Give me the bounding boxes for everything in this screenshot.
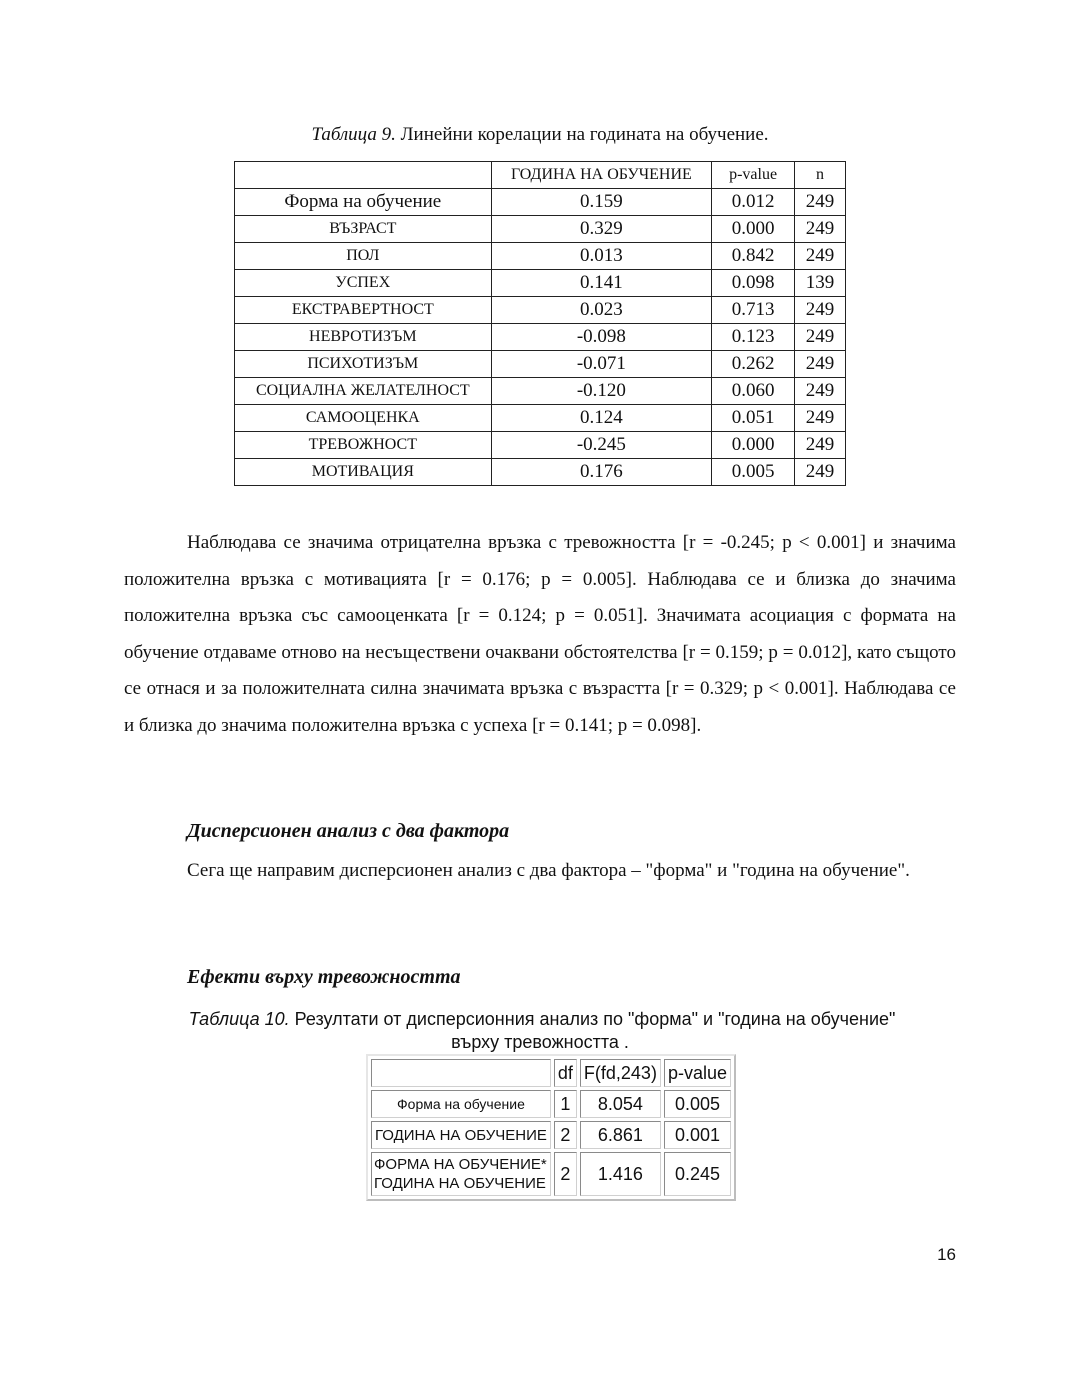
- row-n: 249: [795, 459, 846, 486]
- row-label: ВЪЗРАСТ: [235, 216, 492, 243]
- row-df: 1: [554, 1090, 577, 1118]
- table-row: [235, 351, 846, 378]
- header-pvalue: p-value: [664, 1059, 731, 1087]
- row-label: ПСИХОТИЗЪМ: [235, 351, 492, 378]
- table-row: [235, 243, 846, 270]
- header-f: F(fd,243): [580, 1059, 661, 1087]
- row-n: 249: [795, 243, 846, 270]
- row-p: 0.000: [712, 432, 795, 459]
- table-row: [371, 1090, 731, 1118]
- row-n: 249: [795, 189, 846, 216]
- row-label: ЕКСТРАВЕРТНОСТ: [235, 297, 492, 324]
- table-row: [235, 270, 846, 297]
- row-r: 0.023: [491, 297, 712, 324]
- table-row: [371, 1121, 731, 1149]
- row-p: 0.123: [712, 324, 795, 351]
- row-label: МОТИВАЦИЯ: [235, 459, 492, 486]
- table9-caption-text: Линейни корелации на годината на обучение.: [395, 124, 769, 145]
- header-year: ГОДИНА НА ОБУЧЕНИЕ: [491, 162, 712, 189]
- row-n: 249: [795, 216, 846, 243]
- header-pvalue: p-value: [712, 162, 795, 189]
- row-r: 0.329: [491, 216, 712, 243]
- row-p: 0.262: [712, 351, 795, 378]
- section-heading-two-factor: Дисперсионен анализ с два фактора: [187, 820, 510, 842]
- table9-caption-label: Таблица 9.: [311, 124, 396, 145]
- table-row: [235, 189, 846, 216]
- row-p: 0.098: [712, 270, 795, 297]
- row-label: УСПЕХ: [235, 270, 492, 297]
- row-label: ТРЕВОЖНОСТ: [235, 432, 492, 459]
- table10-caption: [0, 1008, 1080, 1054]
- table-row: [371, 1152, 731, 1196]
- header-empty: [235, 162, 492, 189]
- row-df: 2: [554, 1121, 577, 1149]
- row-f: 1.416: [580, 1152, 661, 1196]
- results-paragraph: [124, 525, 956, 745]
- row-n: 139: [795, 270, 846, 297]
- table-row: [235, 216, 846, 243]
- row-label: [371, 1152, 551, 1196]
- page-number: 16: [937, 1245, 956, 1264]
- row-label: САМООЦЕНКА: [235, 405, 492, 432]
- table10-caption-line2: върху тревожността .: [451, 1032, 629, 1052]
- row-r: 0.124: [491, 405, 712, 432]
- row-p: 0.005: [712, 459, 795, 486]
- row-r: 0.013: [491, 243, 712, 270]
- row-f: 8.054: [580, 1090, 661, 1118]
- row-p: 0.060: [712, 378, 795, 405]
- row-label-line2: ГОДИНА НА ОБУЧЕНИЕ: [374, 1175, 546, 1192]
- row-label: ПОЛ: [235, 243, 492, 270]
- row-p: 0.051: [712, 405, 795, 432]
- table10-caption-text: Резултати от дисперсионния анализ по "форма" и "година на обучение": [289, 1009, 896, 1029]
- table-row: [235, 405, 846, 432]
- row-n: 249: [795, 297, 846, 324]
- row-n: 249: [795, 378, 846, 405]
- row-r: -0.098: [491, 324, 712, 351]
- table-row: [235, 297, 846, 324]
- anova-table: [366, 1054, 736, 1201]
- table-row: [235, 324, 846, 351]
- row-p: 0.012: [712, 189, 795, 216]
- table9-caption: [0, 124, 1080, 146]
- table-header-row: [371, 1059, 731, 1087]
- table-row: [235, 459, 846, 486]
- row-df: 2: [554, 1152, 577, 1196]
- header-empty: [371, 1059, 551, 1087]
- correlation-table: [234, 161, 846, 486]
- header-n: n: [795, 162, 846, 189]
- row-label: Форма на обучение: [235, 189, 492, 216]
- row-label: СОЦИАЛНА ЖЕЛАТЕЛНОСТ: [235, 378, 492, 405]
- row-r: -0.120: [491, 378, 712, 405]
- row-n: 249: [795, 405, 846, 432]
- row-p: 0.001: [664, 1121, 731, 1149]
- row-f: 6.861: [580, 1121, 661, 1149]
- table-row: [235, 378, 846, 405]
- row-label: НЕВРОТИЗЪМ: [235, 324, 492, 351]
- section-heading-anxiety: Ефекти върху тревожността: [187, 966, 461, 988]
- row-p: 0.005: [664, 1090, 731, 1118]
- row-p: 0.000: [712, 216, 795, 243]
- row-n: 249: [795, 324, 846, 351]
- row-label: Форма на обучение: [371, 1090, 551, 1118]
- row-r: 0.141: [491, 270, 712, 297]
- row-r: 0.159: [491, 189, 712, 216]
- results-paragraph-text: Наблюдава се значима отрицателна връзка с тревожността [r = -0.245; p < 0.001] и значима положителна връзка с мотивацията [r = 0.176; p = 0.005]. Наблюдава се и близка до значима положителна връзка със самооценката [r = 0.124; p = 0.051]. Значимата асоциация с формата на обучение отдаваме отново на несъществени очаквани обстоятелства [r = 0.159; p = 0.012], като същото се отнася и за положителната силна значимата връзка с възрастта [r = 0.329; p < 0.001]. Наблюдава се и близка до значима положителна връзка с успеха [r = 0.141; p = 0.098].: [124, 532, 956, 736]
- row-p: 0.245: [664, 1152, 731, 1196]
- table10-caption-line1: [2, 1008, 1080, 1031]
- row-p: 0.842: [712, 243, 795, 270]
- row-r: -0.245: [491, 432, 712, 459]
- table-row: [235, 432, 846, 459]
- table-header-row: [235, 162, 846, 189]
- row-n: 249: [795, 432, 846, 459]
- row-r: 0.176: [491, 459, 712, 486]
- table10-caption-label: Таблица 10.: [188, 1009, 290, 1029]
- intro-paragraph: [124, 853, 956, 890]
- row-label-line1: ФОРМА НА ОБУЧЕНИЕ*: [374, 1156, 547, 1173]
- header-df: df: [554, 1059, 577, 1087]
- intro-paragraph-text: Сега ще направим дисперсионен анализ с два фактора – "форма" и "година на обучение".: [187, 860, 910, 881]
- row-label: ГОДИНА НА ОБУЧЕНИЕ: [371, 1121, 551, 1149]
- row-n: 249: [795, 351, 846, 378]
- row-p: 0.713: [712, 297, 795, 324]
- row-r: -0.071: [491, 351, 712, 378]
